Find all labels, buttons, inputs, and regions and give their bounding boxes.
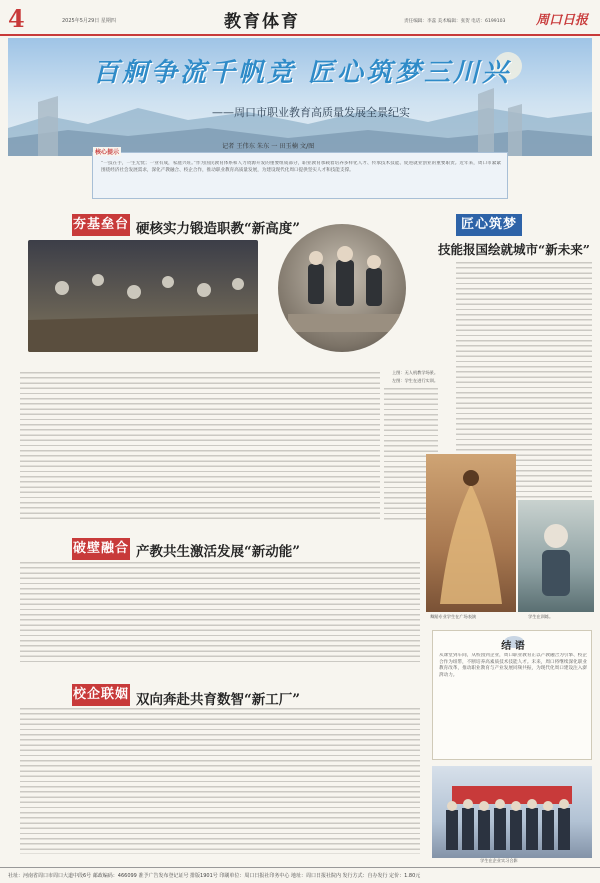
conclusion-box xyxy=(432,630,592,760)
intro-box xyxy=(92,149,508,199)
text-filler xyxy=(20,372,380,522)
photo-training-2 xyxy=(518,500,594,612)
banner xyxy=(8,38,592,156)
intro-label: 核心提示 xyxy=(95,149,120,156)
intro-text: “一技在手，一生无忧；一业有成，家庭兴旺。”作为国民教育体系和人力资源开发的重要组成部分，职业教育承载着培养多样化人才、传承技术技能、促进就业创业的重要职责。近年来，周口市紧紧围绕经济社会发展需求，深化产教融合、校企合作，推动职业教育高质量发展，为建设现代化周口提供坚实人才和技能支撑。 xyxy=(101,161,501,173)
brand-logo: 周口日报 xyxy=(536,13,589,28)
section-tag-enterprise: 校企联姻 xyxy=(72,684,130,706)
banner-subtitle: ——周口市职业教育高质量发展全景纪实 xyxy=(212,106,410,119)
caption-photo-2: 左图：学生在进行实训。 xyxy=(392,378,439,383)
text-filler xyxy=(20,562,420,666)
caption-photo-5: 学生在企业实习合影 xyxy=(480,858,518,863)
section-tag-craftsmanship: 匠心筑梦 xyxy=(456,214,522,236)
section-3-text xyxy=(20,562,420,666)
conclusion-title: 结 语 xyxy=(501,641,525,652)
section-1-text xyxy=(20,372,380,522)
photo-group-enterprise xyxy=(432,766,592,858)
caption-photo-3: 舞蹈专业学生在广场表演 xyxy=(430,614,477,619)
footer xyxy=(0,867,600,883)
byline: 记者 王伟东 朱东 一 田玉楠 文/图 xyxy=(222,143,315,150)
date-line: 2025年5月29日 星期四 xyxy=(62,18,116,24)
section-headline-foundation: 硬核实力锻造职教“新高度” xyxy=(136,221,301,237)
photo-drones xyxy=(28,240,258,352)
banner-headline: 百舸争流千帆竞 匠心筑梦三川兴 xyxy=(92,58,512,88)
section-headline-craftsmanship: 技能报国绘就城市“新未来” xyxy=(438,242,590,257)
caption-photo-1: 上图：无人机教学场景。 xyxy=(392,370,439,375)
page-number: 4 xyxy=(8,4,25,33)
photo-dance xyxy=(426,454,516,612)
section-title: 教育体育 xyxy=(224,12,300,32)
page-header xyxy=(0,0,600,36)
section-headline-integration: 产教共生激活发展“新动能” xyxy=(136,544,301,560)
section-tag-integration: 破壁融合 xyxy=(72,538,130,560)
caption-photo-4: 学生在训练。 xyxy=(528,614,554,619)
section-4-text xyxy=(20,708,420,854)
section-headline-enterprise: 双向奔赴共育数智“新工厂” xyxy=(136,692,301,708)
section-tag-foundation: 夯基垒台 xyxy=(72,214,130,236)
conclusion-text: 从课堂到车间，从校园到企业，周口职业教育正以产教融合为引擎、校企合作为纽带，不断培养高素质技术技能人才。未来，周口将继续深化职业教育改革，推动职业教育与产业发展同频共振，为现代化周口建设注入澎湃动力。 xyxy=(439,653,587,678)
editor-info: 责任编辑：李蕊 美术编辑：张贺 电话：6199103 xyxy=(404,19,506,24)
text-filler xyxy=(20,708,420,854)
photo-training xyxy=(276,222,408,354)
footer-text: 社址：河南省周口市周口大道中段6号 邮政编码：466099 准予广告发布登记证号 排版1901号 印刷单位：周口日报社印务中心 地址：周口日报社院内 发行方式：自办发行 定价：1.80元 xyxy=(8,873,421,879)
